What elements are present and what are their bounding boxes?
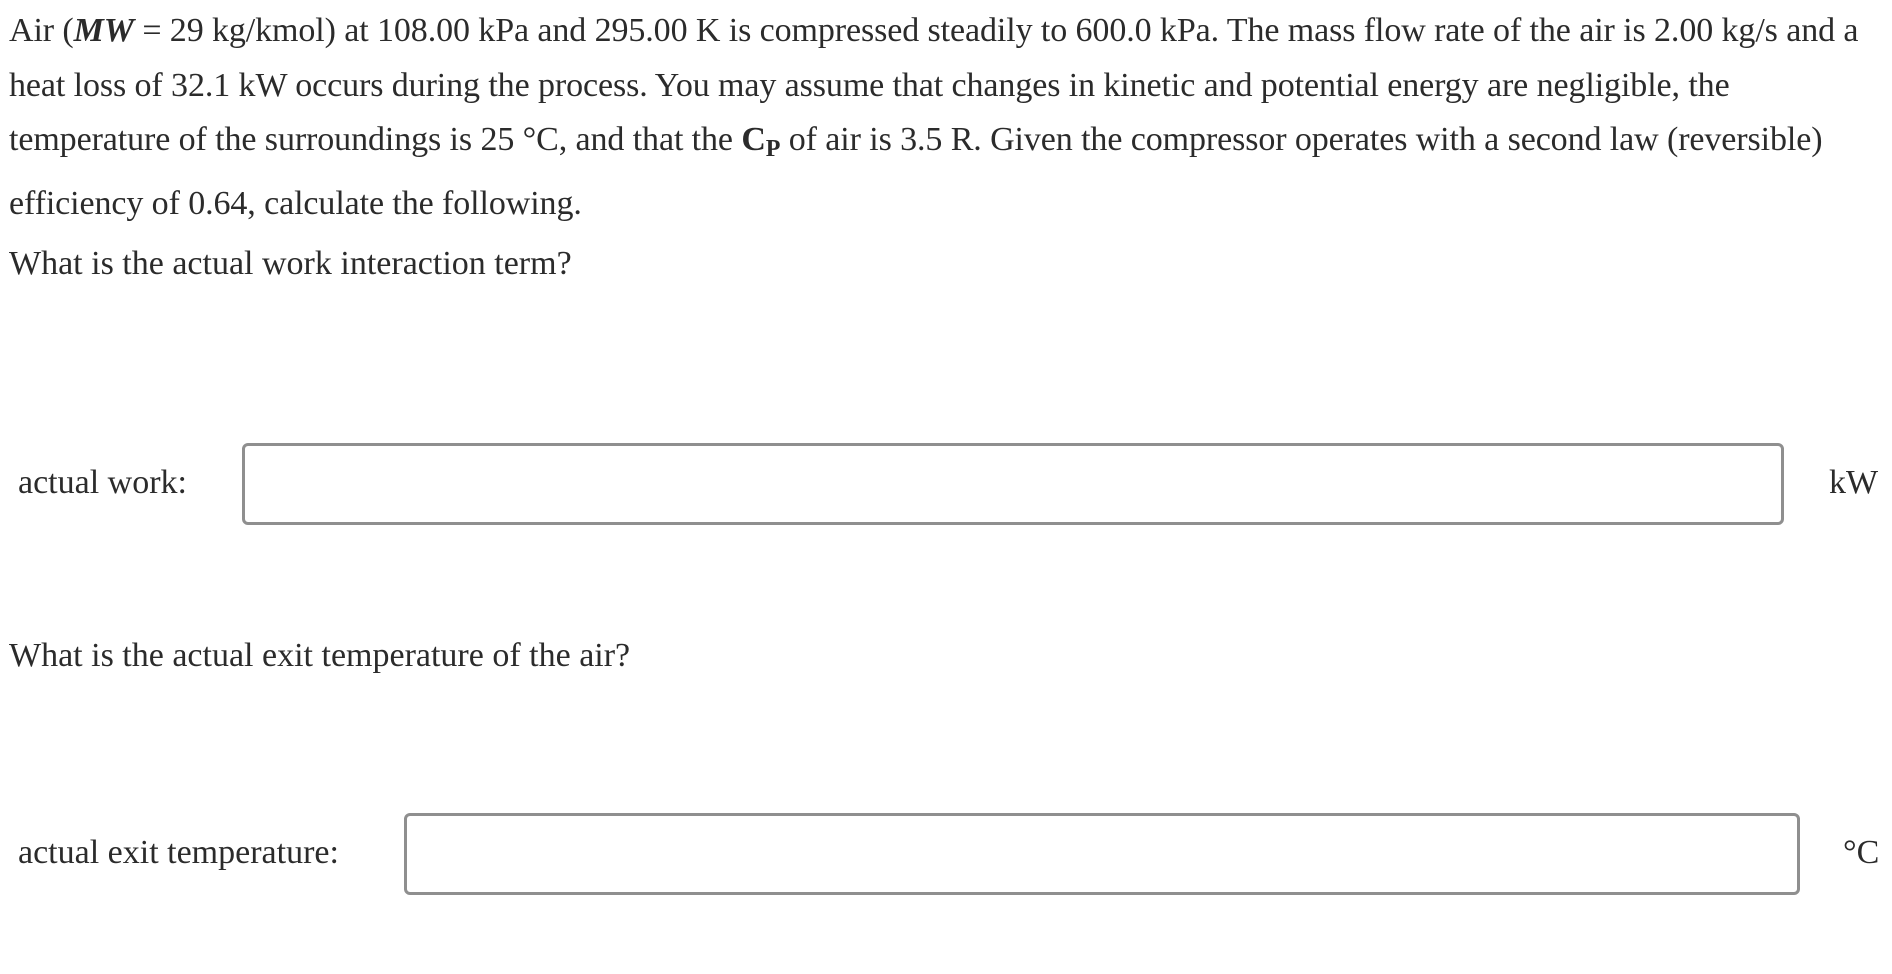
molecular-weight-symbol: MW [73,12,134,49]
heat-capacity-symbol [741,121,781,162]
question-actual-work: What is the actual work interaction term? [9,245,572,282]
question-exit-temperature: What is the actual exit temperature of the air? [9,637,631,674]
actual-work-unit: kW [1829,464,1879,501]
exit-temperature-input[interactable] [404,813,1800,895]
cp-subscript: P [765,136,781,162]
actual-work-label: actual work: [18,464,187,501]
cp-letter: C [741,121,766,158]
exit-temperature-label: actual exit temperature: [18,834,339,871]
problem-text-part1: Air ( [9,12,74,49]
problem-text-part3: of air is 3.5 R. Given the compressor operates with a second law (reversible) efficiency of 0.64, calculate the following. [9,121,1823,222]
exit-temperature-unit: °C [1843,834,1880,871]
actual-work-input[interactable] [242,443,1784,525]
problem-text-part2: = 29 kg/kmol) at 108.00 kPa and 295.00 K is compressed steadily to 600.0 kPa. The mass flow rate of the air is 2.00 kg/s and a heat loss of 32.1 kW occurs during the process. You may assume that changes in kinetic and potential energy are negligible, the temperature of the surroundings is 25 °C, and that the [9,12,1859,158]
problem-statement [9,4,1879,231]
